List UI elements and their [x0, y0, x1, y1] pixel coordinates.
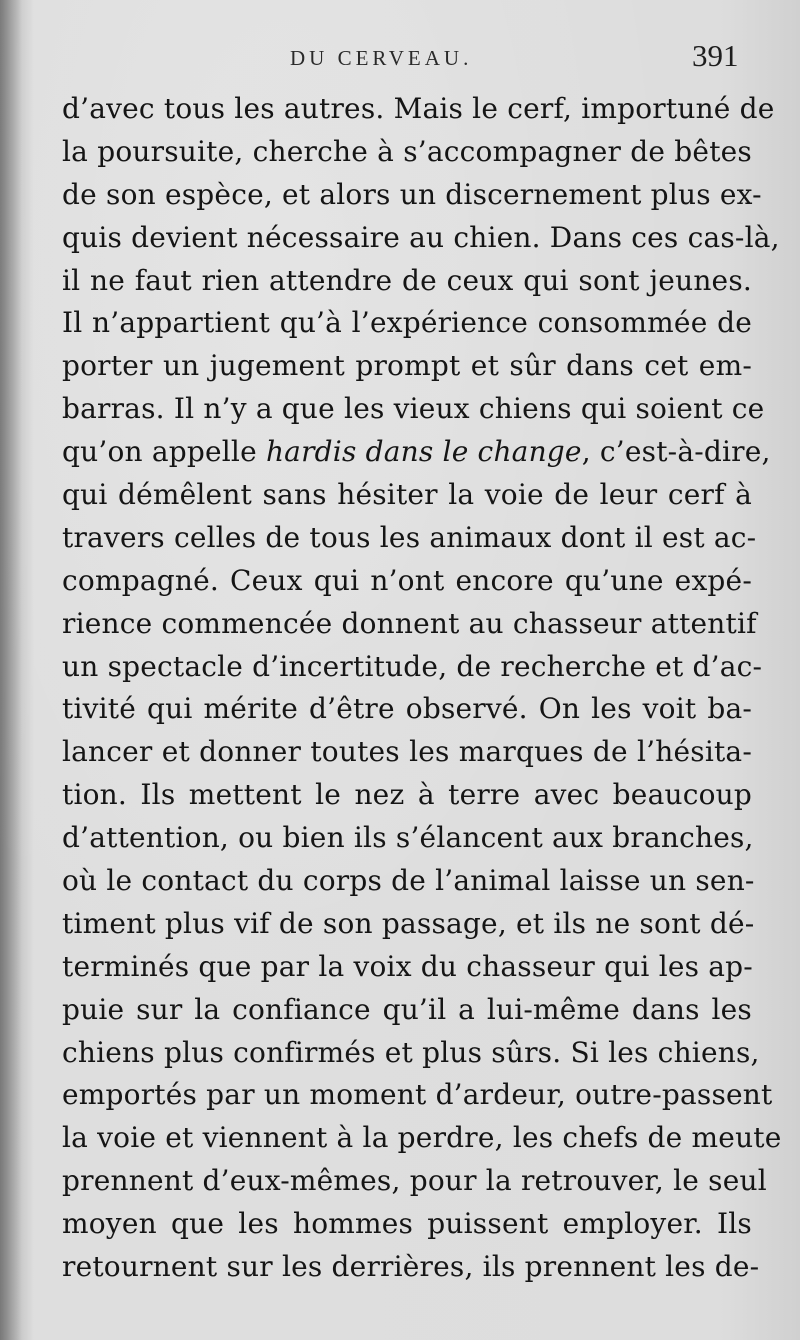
text-line: barras. Il n’y a que les vieux chiens qui soient ce	[62, 392, 765, 426]
text-line: Il n’appartient qu’à l’expérience consommée de	[62, 306, 752, 340]
text-line: travers celles de tous les animaux dont il est ac-	[62, 520, 757, 554]
text-line: d’avec tous les autres. Mais le cerf, importuné de	[62, 92, 775, 125]
text-line: de son espèce, et alors un discernement plus ex-	[62, 177, 762, 211]
text-line: quis devient nécessaire au chien. Dans ces cas-là,	[62, 220, 780, 254]
text-line: où le contact du corps de l’animal laisse un sen-	[62, 864, 755, 898]
text-line: il ne faut rien attendre de ceux qui sont jeunes.	[62, 263, 752, 297]
text-line: tion. Ils mettent le nez à terre avec beaucoup	[62, 778, 752, 812]
text-line: moyen que les hommes puissent employer. Ils	[62, 1207, 752, 1241]
page-gutter-shadow	[0, 0, 22, 1340]
text-line: emportés par un moment d’ardeur, outre-passent	[62, 1078, 773, 1112]
text-line: qui démêlent sans hésiter la voie de leur cerf à	[62, 478, 752, 512]
text-line: la poursuite, cherche à s’accompagner de bêtes	[62, 134, 752, 168]
text-fragment: qu’on appelle	[62, 435, 266, 469]
text-line: rience commencée donnent au chasseur attentif	[62, 606, 757, 640]
text-fragment: , c’est-à-dire,	[581, 435, 771, 469]
page-header	[0, 40, 800, 82]
running-head: DU CERVEAU.	[290, 46, 473, 70]
text-line: prennent d’eux-mêmes, pour la retrouver, le seul	[62, 1164, 767, 1198]
text-line: compagné. Ceux qui n’ont encore qu’une expé-	[62, 563, 752, 597]
text-line-with-italic-phrase	[62, 431, 771, 474]
text-line: retournent sur les derrières, ils prennent les de-	[62, 1250, 760, 1284]
text-line: tivité qui mérite d’être observé. On les voit ba-	[62, 692, 752, 726]
text-line: timent plus vif de son passage, et ils ne sont dé-	[62, 906, 755, 940]
text-line: puie sur la confiance qu’il a lui-même dans les	[62, 992, 752, 1026]
text-line: lancer et donner toutes les marques de l’hésita-	[62, 735, 752, 769]
body-text	[62, 88, 782, 1289]
text-line: terminés que par la voix du chasseur qui les ap-	[62, 949, 753, 983]
italic-phrase: hardis dans le change	[265, 435, 582, 469]
text-line: porter un jugement prompt et sûr dans cet em-	[62, 349, 752, 383]
page-number: 391	[692, 38, 739, 73]
text-line: chiens plus confirmés et plus sûrs. Si les chiens,	[62, 1035, 760, 1069]
text-line: un spectacle d’incertitude, de recherche et d’ac-	[62, 649, 763, 683]
text-line: la voie et viennent à la perdre, les chefs de meute	[62, 1121, 782, 1155]
text-line: d’attention, ou bien ils s’élancent aux branches,	[62, 821, 754, 855]
